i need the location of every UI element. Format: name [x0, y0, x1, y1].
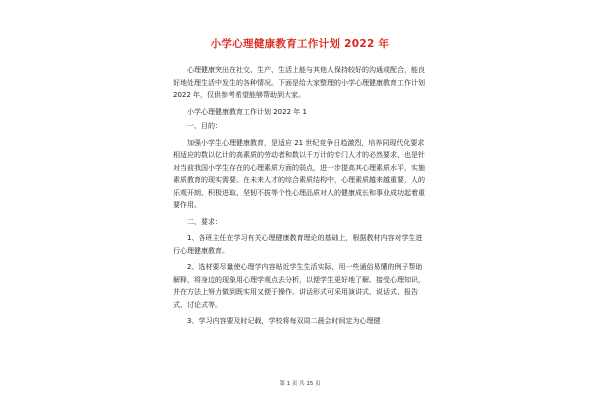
intro-paragraph: 心理健康突出在社交、生产、生活上能与其他人保持较好的沟通或配合，能良好地处理生活中发生的各种情况。下面是给大家整理的小学心理健康教育工作计划 2022 年，仅供参考希望能够帮助到大家。	[173, 66, 425, 99]
subtitle-line: 小学心理健康教育工作计划 2022 年 1	[187, 107, 307, 116]
section1-paragraph: 加强小学生心理健康教育，是适应 21 世纪竞争日趋激烈，培养同现代化要求相适应的数以亿计的高素质的劳动者和数以千万计的专门人才的必然要求，也是针对当前我国小学生存在的心理素质方面的弱点，进一步提高其心理素质水平，实施素质教育的现实需要。在未来人才的综合素质结构中，心理素质越来越重要，人的乐观开朗、积极进取、坚韧不拔等个性心理品质对人的健康成长和事业成功起着重要作用。	[173, 138, 425, 209]
page-number-footer: 第 1 页 共 15 页	[279, 381, 321, 387]
section2-heading: 二、要求：	[187, 217, 222, 226]
requirement-item-2: 2、选材要尽量使心理学内容贴近学生生活实际，用一些通俗易懂的例子帮助解释，将身边的现象用心理学观点去分析，以便学生更好地了解、接受心理知识，并在方法上努力做到既实用又便于操作。讲话形式可采用演讲式、说话式、报告式、讨论式等。	[173, 263, 425, 309]
document-body	[173, 64, 427, 328]
requirement-item-3: 3、学习内容要及时记载，学校将每双周二晨会时间定为心理健	[187, 317, 381, 325]
section1-heading: 一、目的：	[187, 122, 222, 130]
document-title: 小学心理健康教育工作计划 2022 年	[210, 38, 390, 50]
requirement-item-1: 1、各班主任在学习有关心理健康教育理论的基础上，根据教材内容对学生进行心理健康教育。	[173, 234, 423, 255]
